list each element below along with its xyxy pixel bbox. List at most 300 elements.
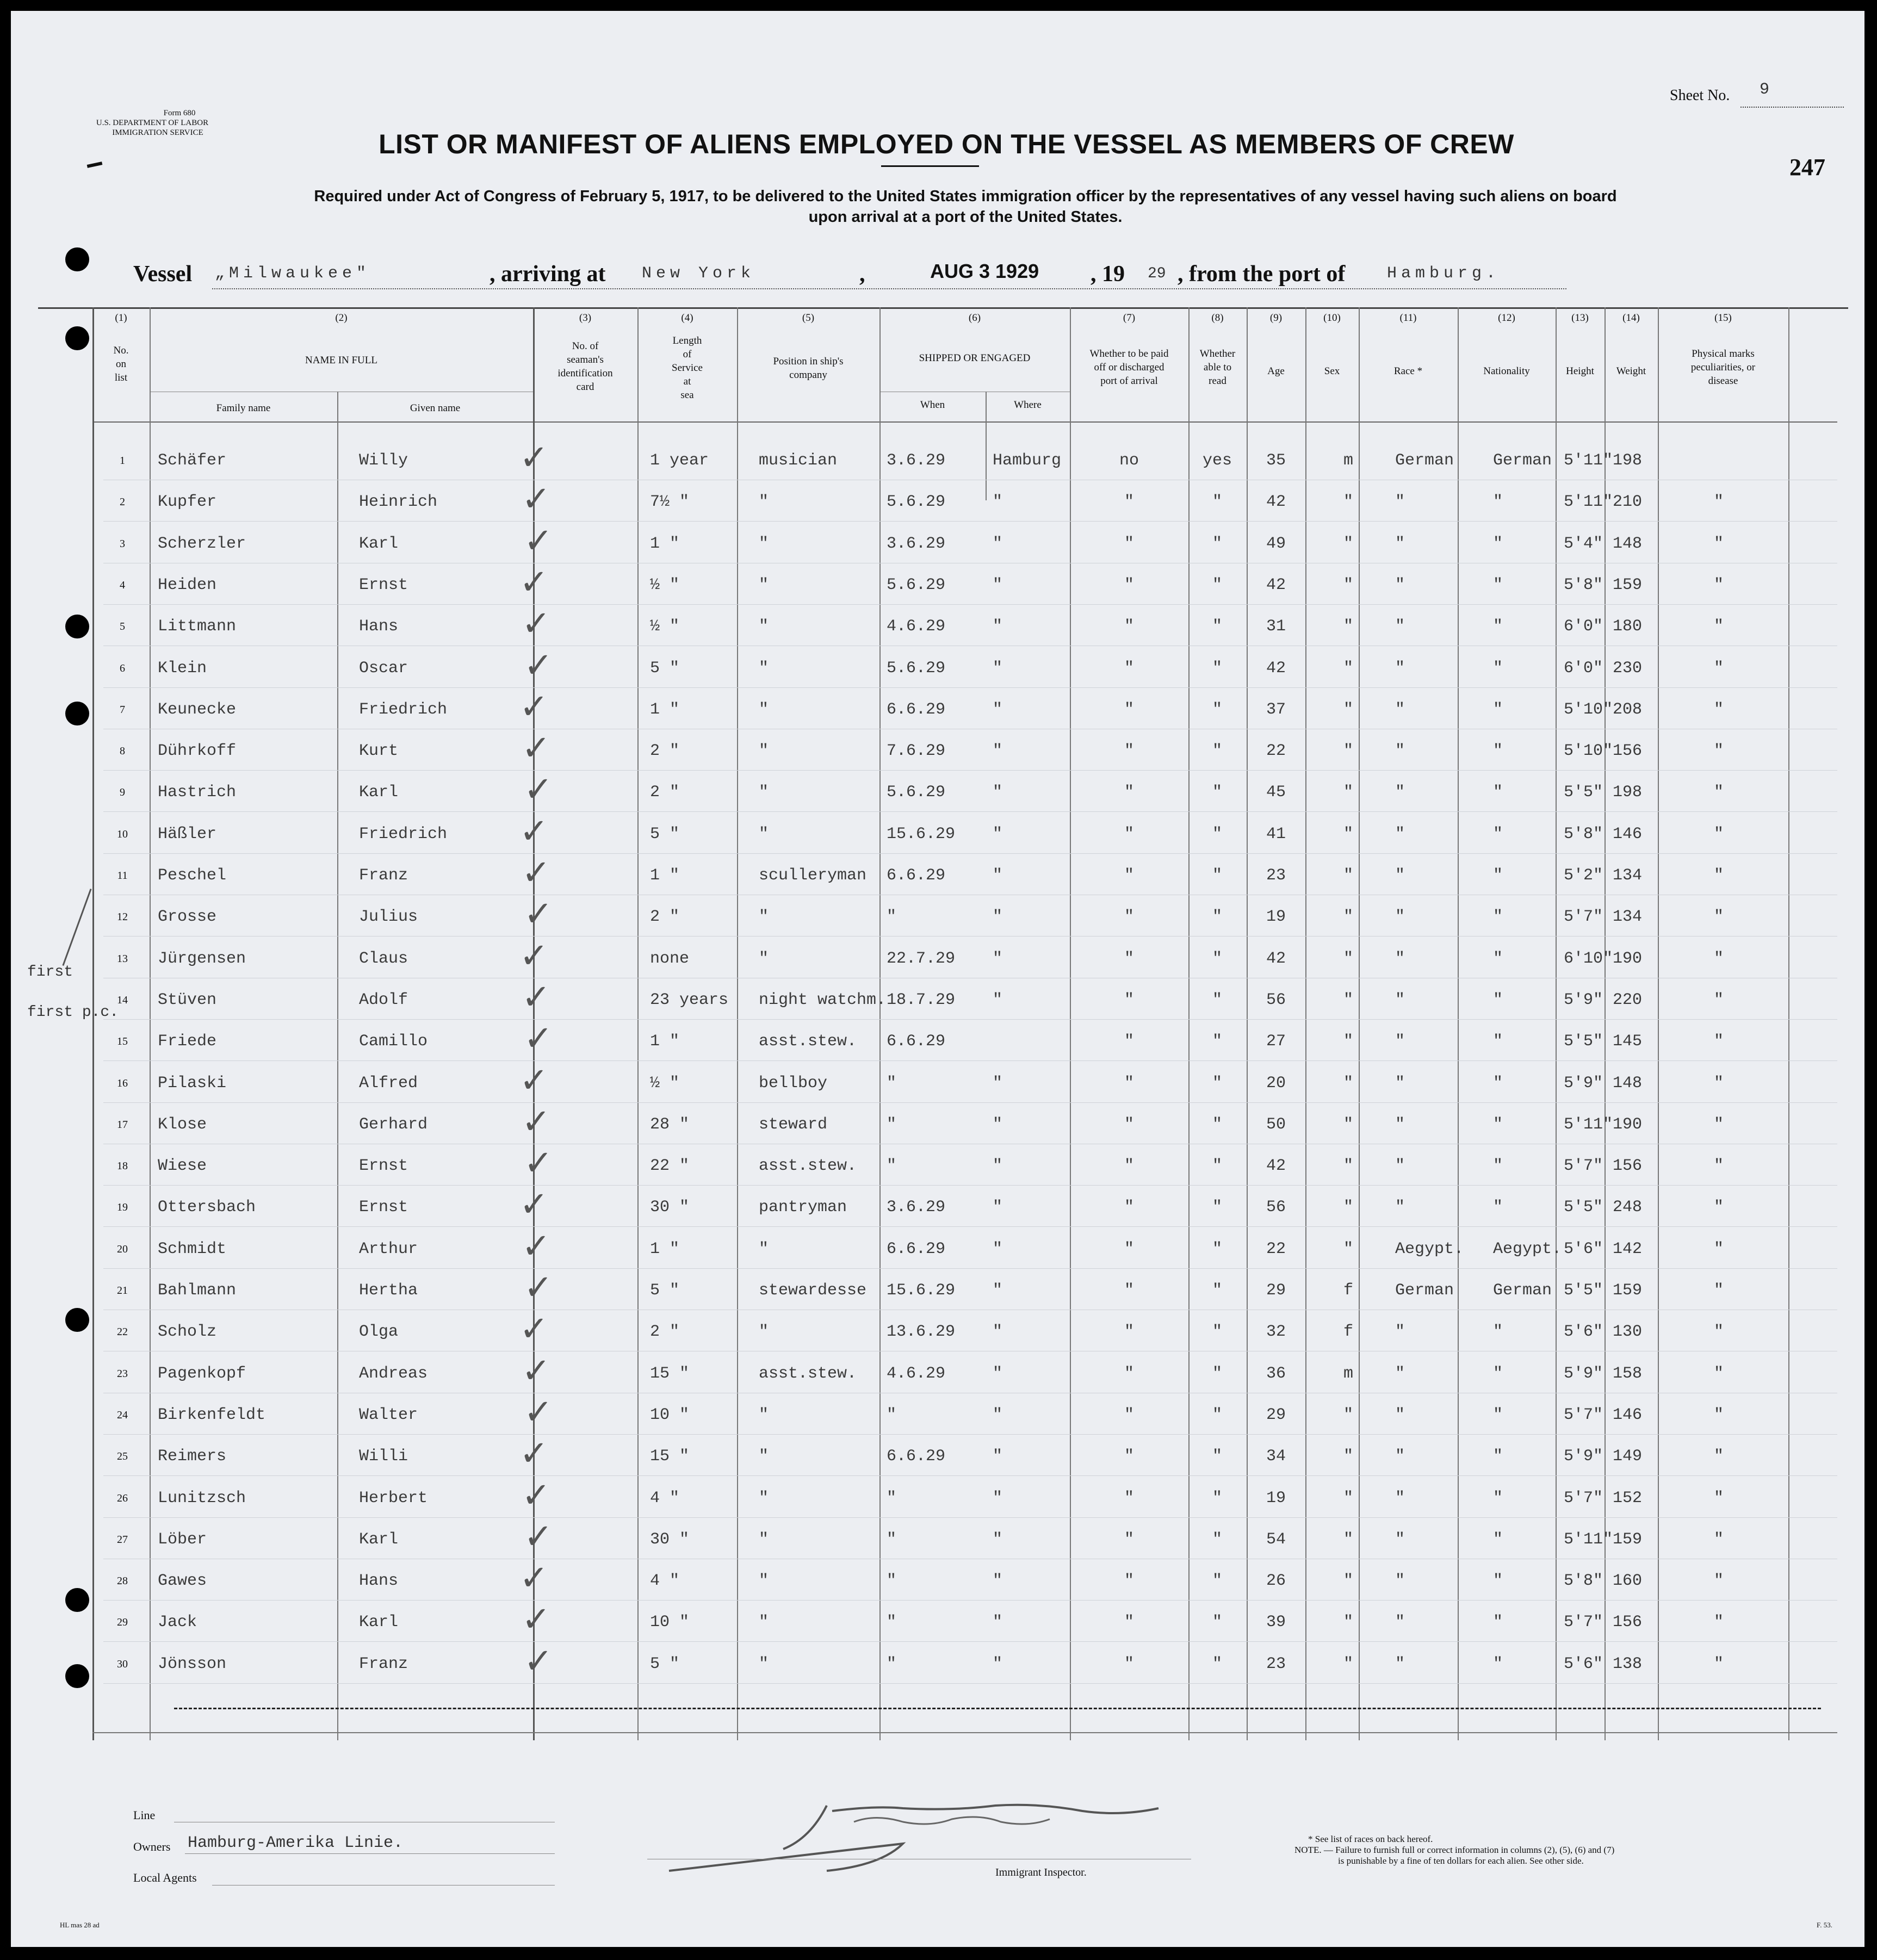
given-name-cell: Claus — [359, 949, 408, 968]
ship-position-cell: " — [759, 1239, 769, 1258]
punch-hole — [65, 247, 89, 271]
physical-marks-cell: " — [1713, 1115, 1724, 1134]
race-cell: " — [1395, 908, 1405, 927]
weight-cell: 180 — [1613, 617, 1643, 636]
given-name-cell: Hans — [359, 617, 399, 636]
sex-cell: " — [1343, 824, 1354, 843]
check-mark-icon: ✓ — [519, 1060, 549, 1101]
height-cell: 6'0" — [1564, 659, 1603, 678]
family-name-cell: Klose — [158, 1115, 207, 1134]
given-name-cell: Hertha — [359, 1281, 418, 1300]
shipped-where-cell: " — [993, 824, 1003, 843]
physical-marks-cell: " — [1713, 824, 1724, 843]
row-rule — [103, 1060, 1837, 1061]
given-name-cell: Ernst — [359, 1198, 408, 1217]
shipped-when-cell: 4.6.29 — [887, 1364, 946, 1383]
row-number-cell: 13 — [117, 952, 128, 965]
family-name-cell: Pilaski — [158, 1074, 227, 1093]
row-rule — [103, 1600, 1837, 1601]
inspector-signature — [647, 1789, 1180, 1882]
family-name-cell: Scholz — [158, 1323, 217, 1342]
shipped-where-cell: " — [993, 1530, 1003, 1549]
weight-cell: 158 — [1613, 1364, 1643, 1383]
shipped-where-cell: " — [993, 990, 1003, 1009]
shipped-when-cell: 3.6.29 — [887, 451, 946, 470]
col-heading-name: NAME IN FULL — [305, 355, 377, 366]
ship-position-cell: " — [759, 1323, 769, 1342]
table-row — [11, 770, 1864, 824]
shipped-when-cell: " — [887, 1405, 897, 1424]
shipped-when-cell: 3.6.29 — [887, 1198, 946, 1217]
race-cell: " — [1395, 949, 1405, 968]
row-number-cell: 15 — [117, 1035, 128, 1048]
row-number-cell: 6 — [120, 662, 125, 674]
shipped-where-cell: " — [993, 1364, 1003, 1383]
col-heading-read: Whether able to read — [1199, 348, 1236, 387]
shipped-where-cell: " — [993, 617, 1003, 636]
nationality-cell: " — [1493, 908, 1503, 927]
paid-off-cell: " — [1124, 659, 1134, 678]
sex-cell: f — [1343, 1281, 1354, 1300]
weight-cell: 156 — [1613, 1613, 1643, 1632]
row-rule — [103, 770, 1837, 771]
col-number: (14) — [1622, 312, 1640, 324]
subhead-when: When — [920, 399, 945, 411]
age-cell: 27 — [1266, 1032, 1286, 1051]
race-cell: Aegypt. — [1395, 1239, 1464, 1258]
subtitle-line1: Required under Act of Congress of February 5, 1917, to be delivered to the United States immigration officer by the representatives of any vessel having such aliens on board — [314, 188, 1617, 205]
shipped-where-cell: " — [993, 1115, 1003, 1134]
ship-position-cell: asst.stew. — [759, 1157, 857, 1176]
weight-cell: 134 — [1613, 866, 1643, 885]
able-to-read-cell: " — [1212, 1323, 1222, 1342]
race-cell: " — [1395, 1488, 1405, 1508]
year-prefix: , 19 — [1091, 262, 1125, 287]
family-name-cell: Wiese — [158, 1157, 207, 1176]
given-name-cell: Ernst — [359, 1157, 408, 1176]
shipped-when-cell: 6.6.29 — [887, 1447, 946, 1466]
shipped-when-cell: " — [887, 1613, 897, 1632]
shipped-when-cell: 6.6.29 — [887, 700, 946, 719]
table-row — [11, 645, 1864, 700]
paid-off-cell: " — [1124, 1115, 1134, 1134]
height-cell: 5'8" — [1564, 1572, 1603, 1591]
shipped-where-cell: " — [993, 700, 1003, 719]
col-number: (9) — [1269, 312, 1283, 324]
age-cell: 39 — [1266, 1613, 1286, 1632]
inspector-label: Immigrant Inspector. — [995, 1866, 1087, 1878]
race-cell: German — [1395, 1281, 1454, 1300]
physical-marks-cell: " — [1713, 617, 1724, 636]
race-cell: " — [1395, 783, 1405, 802]
service-length-cell: 1 " — [650, 1239, 680, 1258]
check-mark-icon: ✓ — [519, 1434, 549, 1474]
age-cell: 35 — [1266, 451, 1286, 470]
service-length-cell: 2 " — [650, 1323, 680, 1342]
check-mark-icon: ✓ — [524, 1641, 553, 1682]
ship-position-cell: asst.stew. — [759, 1032, 857, 1051]
able-to-read-cell: " — [1212, 617, 1222, 636]
sex-cell: " — [1343, 1447, 1354, 1466]
able-to-read-cell: " — [1212, 1198, 1222, 1217]
family-name-cell: Lunitzsch — [158, 1488, 246, 1508]
col-number: (11) — [1399, 312, 1417, 324]
paid-off-cell: " — [1124, 1198, 1134, 1217]
weight-cell: 190 — [1613, 1115, 1643, 1134]
row-number-cell: 22 — [117, 1326, 128, 1338]
ship-position-cell: " — [759, 700, 769, 719]
height-cell: 5'7" — [1564, 1613, 1603, 1632]
physical-marks-cell: " — [1713, 1530, 1724, 1549]
race-cell: " — [1395, 1654, 1405, 1673]
race-cell: " — [1395, 990, 1405, 1009]
shipped-where-cell: " — [993, 575, 1003, 594]
check-mark-icon: ✓ — [519, 1309, 549, 1350]
department: U.S. DEPARTMENT OF LABOR — [96, 119, 209, 127]
subhead-where: Where — [1014, 399, 1042, 411]
weight-cell: 190 — [1613, 949, 1643, 968]
row-rule — [103, 1434, 1837, 1435]
age-cell: 31 — [1266, 617, 1286, 636]
weight-cell: 146 — [1613, 824, 1643, 843]
weight-cell: 159 — [1613, 1281, 1643, 1300]
shipped-when-cell: " — [887, 908, 897, 927]
paid-off-cell: " — [1124, 534, 1134, 553]
family-name-cell: Jack — [158, 1613, 197, 1632]
shipped-where-cell: " — [993, 534, 1003, 553]
age-cell: 29 — [1266, 1405, 1286, 1424]
able-to-read-cell: " — [1212, 1364, 1222, 1383]
paid-off-cell: " — [1124, 866, 1134, 885]
able-to-read-cell: " — [1212, 990, 1222, 1009]
service-length-cell: 2 " — [650, 783, 680, 802]
physical-marks-cell: " — [1713, 1364, 1724, 1383]
nationality-cell: " — [1493, 1530, 1503, 1549]
height-cell: 5'7" — [1564, 1405, 1603, 1424]
nationality-cell: " — [1493, 949, 1503, 968]
shipped-where-cell: " — [993, 1654, 1003, 1673]
physical-marks-cell: " — [1713, 1405, 1724, 1424]
shipped-where-cell: " — [993, 1074, 1003, 1093]
family-name-cell: Heiden — [158, 575, 217, 594]
ship-position-cell: steward — [759, 1115, 828, 1134]
sex-cell: " — [1343, 1654, 1354, 1673]
given-name-cell: Gerhard — [359, 1115, 428, 1134]
physical-marks-cell: " — [1713, 783, 1724, 802]
nationality-cell: " — [1493, 1323, 1503, 1342]
given-name-cell: Olga — [359, 1323, 399, 1342]
weight-cell: 160 — [1613, 1572, 1643, 1591]
family-name-cell: Schmidt — [158, 1239, 227, 1258]
race-cell: " — [1395, 1572, 1405, 1591]
height-cell: 5'5" — [1564, 1032, 1603, 1051]
check-mark-icon: ✓ — [522, 1599, 551, 1640]
check-mark-icon: ✓ — [524, 520, 553, 561]
shipped-where-cell: " — [993, 783, 1003, 802]
table-row — [11, 1599, 1864, 1654]
ship-position-cell: asst.stew. — [759, 1364, 857, 1383]
family-name-cell: Grosse — [158, 908, 217, 927]
physical-marks-cell: " — [1713, 1198, 1724, 1217]
age-cell: 45 — [1266, 783, 1286, 802]
row-number-cell: 7 — [120, 703, 125, 716]
ship-position-cell: " — [759, 1530, 769, 1549]
row-number-cell: 4 — [120, 579, 125, 591]
age-cell: 34 — [1266, 1447, 1286, 1466]
nationality-cell: German — [1493, 451, 1552, 470]
race-cell: " — [1395, 1613, 1405, 1632]
col-number: (1) — [115, 312, 127, 324]
given-name-cell: Franz — [359, 1654, 408, 1673]
sex-cell: " — [1343, 1032, 1354, 1051]
age-cell: 54 — [1266, 1530, 1286, 1549]
row-rule — [103, 1517, 1837, 1518]
row-number-cell: 8 — [120, 745, 125, 758]
check-mark-icon: ✓ — [519, 1558, 549, 1599]
service-length-cell: 2 " — [650, 908, 680, 927]
ship-position-cell: stewardesse — [759, 1281, 867, 1300]
shipped-where-cell: " — [993, 1323, 1003, 1342]
given-name-cell: Arthur — [359, 1239, 418, 1258]
row-number-cell: 28 — [117, 1575, 128, 1587]
dash-mark — [87, 162, 103, 168]
sex-cell: " — [1343, 783, 1354, 802]
able-to-read-cell: yes — [1202, 451, 1232, 470]
physical-marks-cell: " — [1713, 575, 1724, 594]
ship-position-cell: " — [759, 1572, 769, 1591]
family-name-cell: Keunecke — [158, 700, 237, 719]
physical-marks-cell: " — [1713, 1281, 1724, 1300]
check-mark-icon: ✓ — [519, 811, 549, 852]
race-cell: " — [1395, 534, 1405, 553]
col-heading-service: Length of Service at sea — [672, 335, 703, 401]
table-row — [11, 479, 1864, 534]
paid-off-cell: " — [1124, 990, 1134, 1009]
given-name-cell: Willi — [359, 1447, 408, 1466]
row-number-cell: 26 — [117, 1492, 128, 1504]
height-cell: 6'10" — [1564, 949, 1613, 968]
weight-cell: 142 — [1613, 1239, 1643, 1258]
service-length-cell: 1 year — [650, 451, 709, 470]
able-to-read-cell: " — [1212, 866, 1222, 885]
check-mark-icon: ✓ — [524, 770, 553, 810]
ship-position-cell: " — [759, 824, 769, 843]
ship-position-cell: " — [759, 949, 769, 968]
able-to-read-cell: " — [1212, 1488, 1222, 1508]
check-mark-icon: ✓ — [524, 1143, 553, 1184]
ship-position-cell: pantryman — [759, 1198, 847, 1217]
height-cell: 5'5" — [1564, 1281, 1603, 1300]
nationality-cell: " — [1493, 575, 1503, 594]
subhead-given: Given name — [410, 402, 461, 414]
check-mark-icon: ✓ — [524, 1268, 553, 1308]
sex-cell: " — [1343, 534, 1354, 553]
age-cell: 42 — [1266, 659, 1286, 678]
col-number: (5) — [802, 312, 815, 324]
physical-marks-cell: " — [1713, 1157, 1724, 1176]
shipped-when-cell: 5.6.29 — [887, 783, 946, 802]
shipped-where-cell: " — [993, 1613, 1003, 1632]
shipped-when-cell: 4.6.29 — [887, 617, 946, 636]
paid-off-cell: " — [1124, 1613, 1134, 1632]
service-length-cell: ½ " — [650, 617, 680, 636]
paid-off-cell: " — [1124, 1488, 1134, 1508]
col-heading-nationality: Nationality — [1483, 365, 1530, 377]
given-name-cell: Karl — [359, 1613, 399, 1632]
given-name-cell: Julius — [359, 908, 418, 927]
paid-off-cell: " — [1124, 742, 1134, 761]
physical-marks-cell: " — [1713, 1074, 1724, 1093]
paid-off-cell: " — [1124, 1654, 1134, 1673]
height-cell: 5'5" — [1564, 1198, 1603, 1217]
service: IMMIGRATION SERVICE — [112, 128, 203, 137]
able-to-read-cell: " — [1212, 1447, 1222, 1466]
weight-cell: 198 — [1613, 451, 1643, 470]
age-cell: 42 — [1266, 493, 1286, 512]
col-heading-height: Height — [1566, 365, 1594, 377]
nationality-cell: " — [1493, 1115, 1503, 1134]
table-row — [11, 894, 1864, 949]
shipped-when-cell: " — [887, 1488, 897, 1508]
weight-cell: 159 — [1613, 1530, 1643, 1549]
sheet-label: Sheet No. — [1670, 87, 1730, 104]
ship-position-cell: " — [759, 617, 769, 636]
ship-position-cell: " — [759, 1488, 769, 1508]
service-length-cell: ½ " — [650, 575, 680, 594]
family-name-cell: Dührkoff — [158, 742, 237, 761]
physical-marks-cell: " — [1713, 1447, 1724, 1466]
ship-position-cell: " — [759, 534, 769, 553]
from-label: , from the port of — [1178, 262, 1346, 287]
weight-cell: 148 — [1613, 1074, 1643, 1093]
sex-cell: " — [1343, 1613, 1354, 1632]
given-name-cell: Friedrich — [359, 700, 448, 719]
shipped-where-cell: " — [993, 1281, 1003, 1300]
sex-cell: m — [1343, 451, 1354, 470]
agents-label: Local Agents — [133, 1871, 197, 1884]
age-cell: 36 — [1266, 1364, 1286, 1383]
physical-marks-cell: " — [1713, 1572, 1724, 1591]
given-name-cell: Andreas — [359, 1364, 428, 1383]
able-to-read-cell: " — [1212, 949, 1222, 968]
table-row — [11, 935, 1864, 991]
table-row — [11, 1350, 1864, 1406]
col-heading-race: Race * — [1393, 365, 1423, 377]
family-name-cell: Häßler — [158, 824, 217, 843]
nationality-cell: " — [1493, 1364, 1503, 1383]
ship-position-cell: " — [759, 659, 769, 678]
sex-cell: " — [1343, 742, 1354, 761]
table-row — [11, 1516, 1864, 1572]
sex-cell: f — [1343, 1323, 1354, 1342]
paid-off-cell: " — [1124, 575, 1134, 594]
line-label: Line — [133, 1808, 156, 1822]
service-length-cell: 23 years — [650, 990, 729, 1009]
height-cell: 5'2" — [1564, 866, 1603, 885]
height-cell: 5'6" — [1564, 1654, 1603, 1673]
sheet-number: 9 — [1760, 80, 1770, 99]
fine-note-2: is punishable by a fine of ten dollars for each alien. See other side. — [1338, 1856, 1584, 1866]
able-to-read-cell: " — [1212, 1530, 1222, 1549]
check-mark-icon: ✓ — [522, 604, 551, 644]
physical-marks-cell: " — [1713, 700, 1724, 719]
physical-marks-cell: " — [1713, 1488, 1724, 1508]
table-row — [11, 1641, 1864, 1696]
table-row — [11, 1060, 1864, 1115]
shipped-where-cell: " — [993, 493, 1003, 512]
shipped-where-cell: " — [993, 1405, 1003, 1424]
given-name-cell: Walter — [359, 1405, 418, 1424]
weight-cell: 198 — [1613, 783, 1643, 802]
shipped-where-cell: " — [993, 1488, 1003, 1508]
col-number: (6) — [968, 312, 981, 324]
weight-cell: 230 — [1613, 659, 1643, 678]
able-to-read-cell: " — [1212, 700, 1222, 719]
age-cell: 26 — [1266, 1572, 1286, 1591]
nationality-cell: " — [1493, 617, 1503, 636]
race-cell: " — [1395, 1364, 1405, 1383]
row-number-cell: 12 — [117, 911, 128, 923]
service-length-cell: 1 " — [650, 534, 680, 553]
shipped-where-cell: " — [993, 659, 1003, 678]
height-cell: 5'11" — [1564, 1530, 1613, 1549]
weight-cell: 220 — [1613, 990, 1643, 1009]
paid-off-cell: " — [1124, 1530, 1134, 1549]
row-number-cell: 21 — [117, 1285, 128, 1297]
race-cell: " — [1395, 493, 1405, 512]
nationality-cell: " — [1493, 1447, 1503, 1466]
shipped-when-cell: 6.6.29 — [887, 1032, 946, 1051]
paid-off-cell: " — [1124, 1281, 1134, 1300]
race-cell: " — [1395, 824, 1405, 843]
row-rule — [103, 1226, 1837, 1227]
shipped-when-cell: 5.6.29 — [887, 493, 946, 512]
height-cell: 5'7" — [1564, 908, 1603, 927]
physical-marks-cell: " — [1713, 742, 1724, 761]
table-row — [11, 1226, 1864, 1281]
physical-marks-cell: " — [1713, 1613, 1724, 1632]
row-rule — [103, 853, 1837, 854]
service-length-cell: 1 " — [650, 700, 680, 719]
height-cell: 5'9" — [1564, 1364, 1603, 1383]
age-cell: 42 — [1266, 1157, 1286, 1176]
given-name-cell: Kurt — [359, 742, 399, 761]
family-name-cell: Peschel — [158, 866, 227, 885]
sex-cell: " — [1343, 908, 1354, 927]
service-length-cell: 2 " — [650, 742, 680, 761]
check-mark-icon: ✓ — [522, 977, 551, 1018]
service-length-cell: 10 " — [650, 1613, 690, 1632]
family-name-cell: Löber — [158, 1530, 207, 1549]
paid-off-cell: " — [1124, 1364, 1134, 1383]
table-row — [11, 1475, 1864, 1530]
check-mark-icon: ✓ — [519, 935, 549, 976]
shipped-when-cell: 7.6.29 — [887, 742, 946, 761]
service-length-cell: 5 " — [650, 659, 680, 678]
shipped-when-cell: " — [887, 1572, 897, 1591]
family-name-cell: Littmann — [158, 617, 237, 636]
ship-position-cell: night watchm. — [759, 990, 887, 1009]
comma-mark: , — [859, 262, 865, 287]
race-cell: " — [1395, 742, 1405, 761]
row-rule — [103, 1185, 1837, 1186]
nationality-cell: " — [1493, 534, 1503, 553]
paid-off-cell: " — [1124, 783, 1134, 802]
family-name-cell: Kupfer — [158, 493, 217, 512]
service-length-cell: 1 " — [650, 1032, 680, 1051]
col-number: (13) — [1571, 312, 1589, 324]
nationality-cell: " — [1493, 700, 1503, 719]
